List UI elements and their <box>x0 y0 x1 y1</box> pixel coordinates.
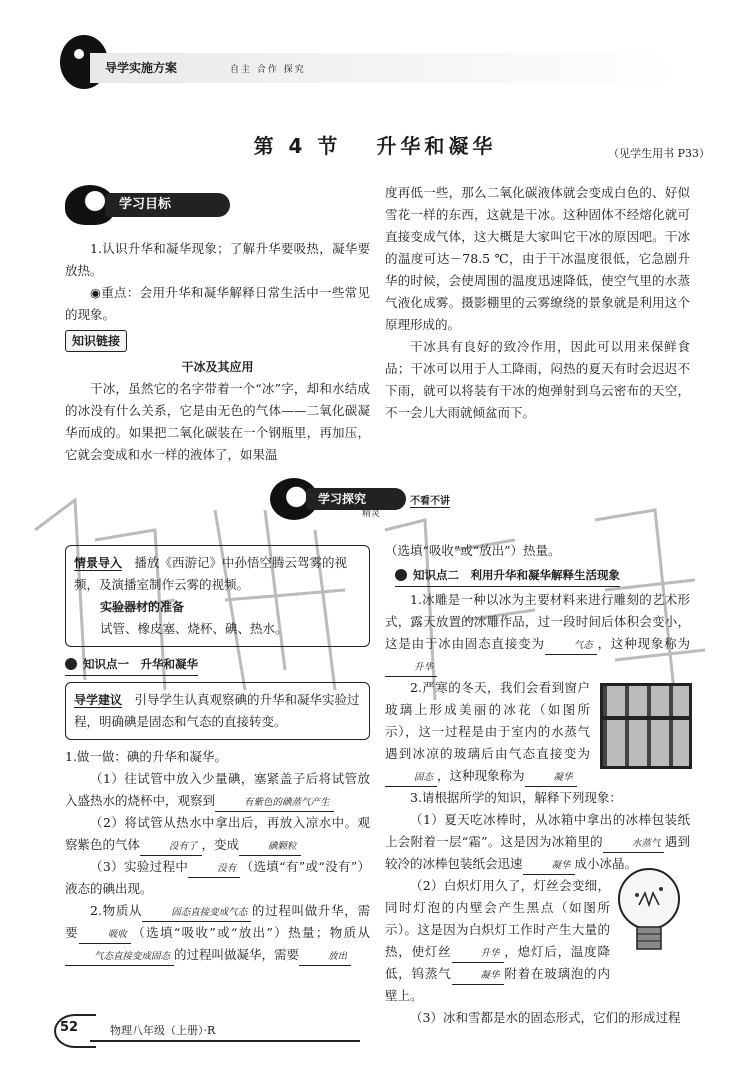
q1a-text: （1）往试管中放入少量碘，塞紧盖子后将试管放入盛热水的烧杯中，观察到 <box>65 771 370 808</box>
question-2 <box>65 900 370 966</box>
right-column-top <box>385 182 690 424</box>
r2-text: 2.严寒的冬天，我们会看到窗户玻璃上形成美丽的冰花（如图所示），这一过程是由于室内的水蒸气遇到冰凉的玻璃后由气态直接变为 <box>385 680 590 761</box>
q1b-mid: ，变成 <box>201 837 240 852</box>
q2-answer-3: 气态直接变成固态 <box>65 949 174 966</box>
study-explore-small: 精灵 <box>362 509 381 519</box>
advice-text: 引导学生认真观察碘的升华和凝华实验过程，明确碘是固态和气态的直接转变。 <box>74 692 360 729</box>
page-header <box>50 25 690 95</box>
right-q3: 3.请根据所学的知识，解释下列现象： <box>410 790 622 805</box>
question-1a <box>65 768 370 812</box>
key-point: ◉重点：会用升华和凝华解释日常生活中一些常见的现象。 <box>65 285 370 322</box>
dry-ice-continued: 度再低一些，那么二氧化碳液体就会变成白色的、好似雪花一样的东西，这就是干冰。这种固体不经熔化就可直接变成气体，这大概是大家叫它干冰的原因吧。干冰的温度可达－78.5 ℃，由于干冰温度很低，它急剧升华的时候，会使周围的温度迅速降低，使空气里的水蒸气液化成雾。摄影棚里的云雾缭绕的景象就是利用这个原理形成的。 <box>385 185 690 332</box>
materials-label: 实验器材的准备 <box>100 600 185 614</box>
page-number: 52 <box>60 1020 79 1035</box>
r3a-mid: 遇到较冷的冰棒包装纸会迅速 <box>385 834 690 871</box>
intro-label: 情景导入 <box>74 556 123 570</box>
light-bulb-icon <box>615 865 683 960</box>
study-explore-badge <box>270 478 480 518</box>
r3a-post: 成小冰晶。 <box>574 856 638 871</box>
q1c-text: （3）实验过程中 <box>90 859 189 874</box>
right-q3c: （3）冰和雪都是水的固态形式，它们的形成过程 <box>410 1010 681 1025</box>
intro-box <box>65 545 370 647</box>
study-explore-note: 不看不讲 <box>410 492 450 508</box>
q2-answer-1: 固态直接变成气态 <box>142 905 251 922</box>
r1-text: 1.冰雕是一种以冰为主要材料来进行雕刻的艺术形式，露天放置的冰雕作品，过一段时间后体积会变小，这是由于冰由固态直接变为 <box>385 592 690 651</box>
dry-ice-text: 干冰，虽然它的名字带着一个“冰”字，却和水结成的冰没有什么关系，它是由无色的气体——二氧化碳凝华而成的。如果把二氧化碳装在一个钢瓶里，再加压，它就会变成和水一样的液体了，如果温 <box>65 381 370 462</box>
q2-mid-2: （选填“吸收”或“放出”）热量；物质从 <box>130 925 370 940</box>
left-column-top <box>65 185 370 466</box>
q2-text: 2.物质从 <box>90 903 143 918</box>
header-subtitle: 自主 合作 探究 <box>230 65 306 75</box>
q1c-post: （选填“有”或“没有”）液态的碘出现。 <box>65 859 370 896</box>
fill-tail: （选填“吸收”或“放出”）热量。 <box>385 543 561 558</box>
q1b-answer-2: 碘颗粒 <box>239 839 301 856</box>
advice-label: 导学建议 <box>74 693 123 707</box>
goals-badge <box>65 185 235 225</box>
page-footer <box>60 1020 690 1050</box>
r2-answer-2: 凝华 <box>525 770 577 787</box>
q2-mid-1: 的过程叫做升华，需要 <box>65 903 370 940</box>
question-1: 1.做一做：碘的升华和凝华。 <box>65 749 227 764</box>
r2-mid: ，这种现象称为 <box>437 768 525 783</box>
knowledge-point-1: 知识点一 升华和凝华 <box>65 653 198 676</box>
r2-answer-1: 固态 <box>385 770 437 787</box>
q1b-answer-1: 没有了 <box>140 839 202 856</box>
footer-line <box>90 1040 360 1042</box>
goal-1: 1.认识升华和凝华现象；了解升华要吸热，凝华要放热。 <box>65 241 370 278</box>
q1a-answer: 有紫色的碘蒸气产生 <box>215 795 334 812</box>
advice-box <box>65 682 370 740</box>
q1b-text: （2）将试管从热水中拿出后，再放入凉水中。观察紫色的气体 <box>65 815 370 852</box>
r3b-post: 附着在玻璃泡的内壁上。 <box>385 966 610 1003</box>
intro-text: 播放《西游记》中孙悟空腾云驾雾的视频，及演播室制作云雾的视频。 <box>74 555 348 592</box>
frosted-window-image <box>600 683 692 769</box>
study-explore-label: 学习探究 <box>306 488 406 510</box>
dry-ice-para2: 干冰具有良好的致冷作用，因此可以用来保鲜食品；干冰可以用于人工降雨，闷热的夏天有时会迟迟不下雨，就可以将装有干冰的炮弹射到乌云密布的天空，不一会儿大雨就倾盆而下。 <box>385 339 690 420</box>
header-band <box>90 53 680 83</box>
materials-text: 试管、橡皮塞、烧杯、碘、热水。 <box>100 621 288 636</box>
header-title: 导学实施方案 <box>105 61 178 75</box>
book-name: 物理八年级（上册）·R <box>110 1024 216 1037</box>
r1-answer-1: 气态 <box>545 638 597 655</box>
r3b-answer-1: 升华 <box>452 946 504 963</box>
r3b-mid: ，熄灯后，温度降低，钨蒸气 <box>385 944 610 981</box>
r1-answer-2: 升华 <box>385 660 437 677</box>
knowledge-point-2: 知识点二 利用升华和凝华解释生活现象 <box>395 564 620 587</box>
r3b-text: （2）白炽灯用久了，灯丝会变细，同时灯泡的内壁会产生黑点（如图所示）。这是因为白炽灯工作时产生大量的热，使灯丝 <box>385 878 610 959</box>
q1c-answer: 没有 <box>188 861 240 878</box>
book-reference: （见学生用书 P33） <box>608 147 710 160</box>
left-column-bottom <box>65 545 370 966</box>
section-title: 第 4 节 升华和凝华 <box>253 134 497 158</box>
goals-badge-label: 学习目标 <box>105 193 230 217</box>
r3a-answer-2: 凝华 <box>523 858 575 875</box>
q2-mid-3: 的过程叫做凝华，需要 <box>174 947 300 962</box>
r3a-answer-1: 水蒸气 <box>603 836 665 853</box>
r3b-answer-2: 凝华 <box>452 968 504 985</box>
dry-ice-title: 干冰及其应用 <box>181 360 254 374</box>
r3a-text: （1）夏天吃冰棒时，从冰箱中拿出的冰棒包装纸上会附着一层“霜”。这是因为冰箱里的 <box>385 812 690 849</box>
knowledge-link-tag: 知识链接 <box>65 330 127 352</box>
question-1c <box>65 856 370 900</box>
right-q1 <box>385 589 690 677</box>
question-1b <box>65 812 370 856</box>
r1-mid: ，这种现象称为 <box>596 636 690 651</box>
q2-answer-2: 吸收 <box>79 927 131 944</box>
q2-answer-4: 放出 <box>299 949 351 966</box>
